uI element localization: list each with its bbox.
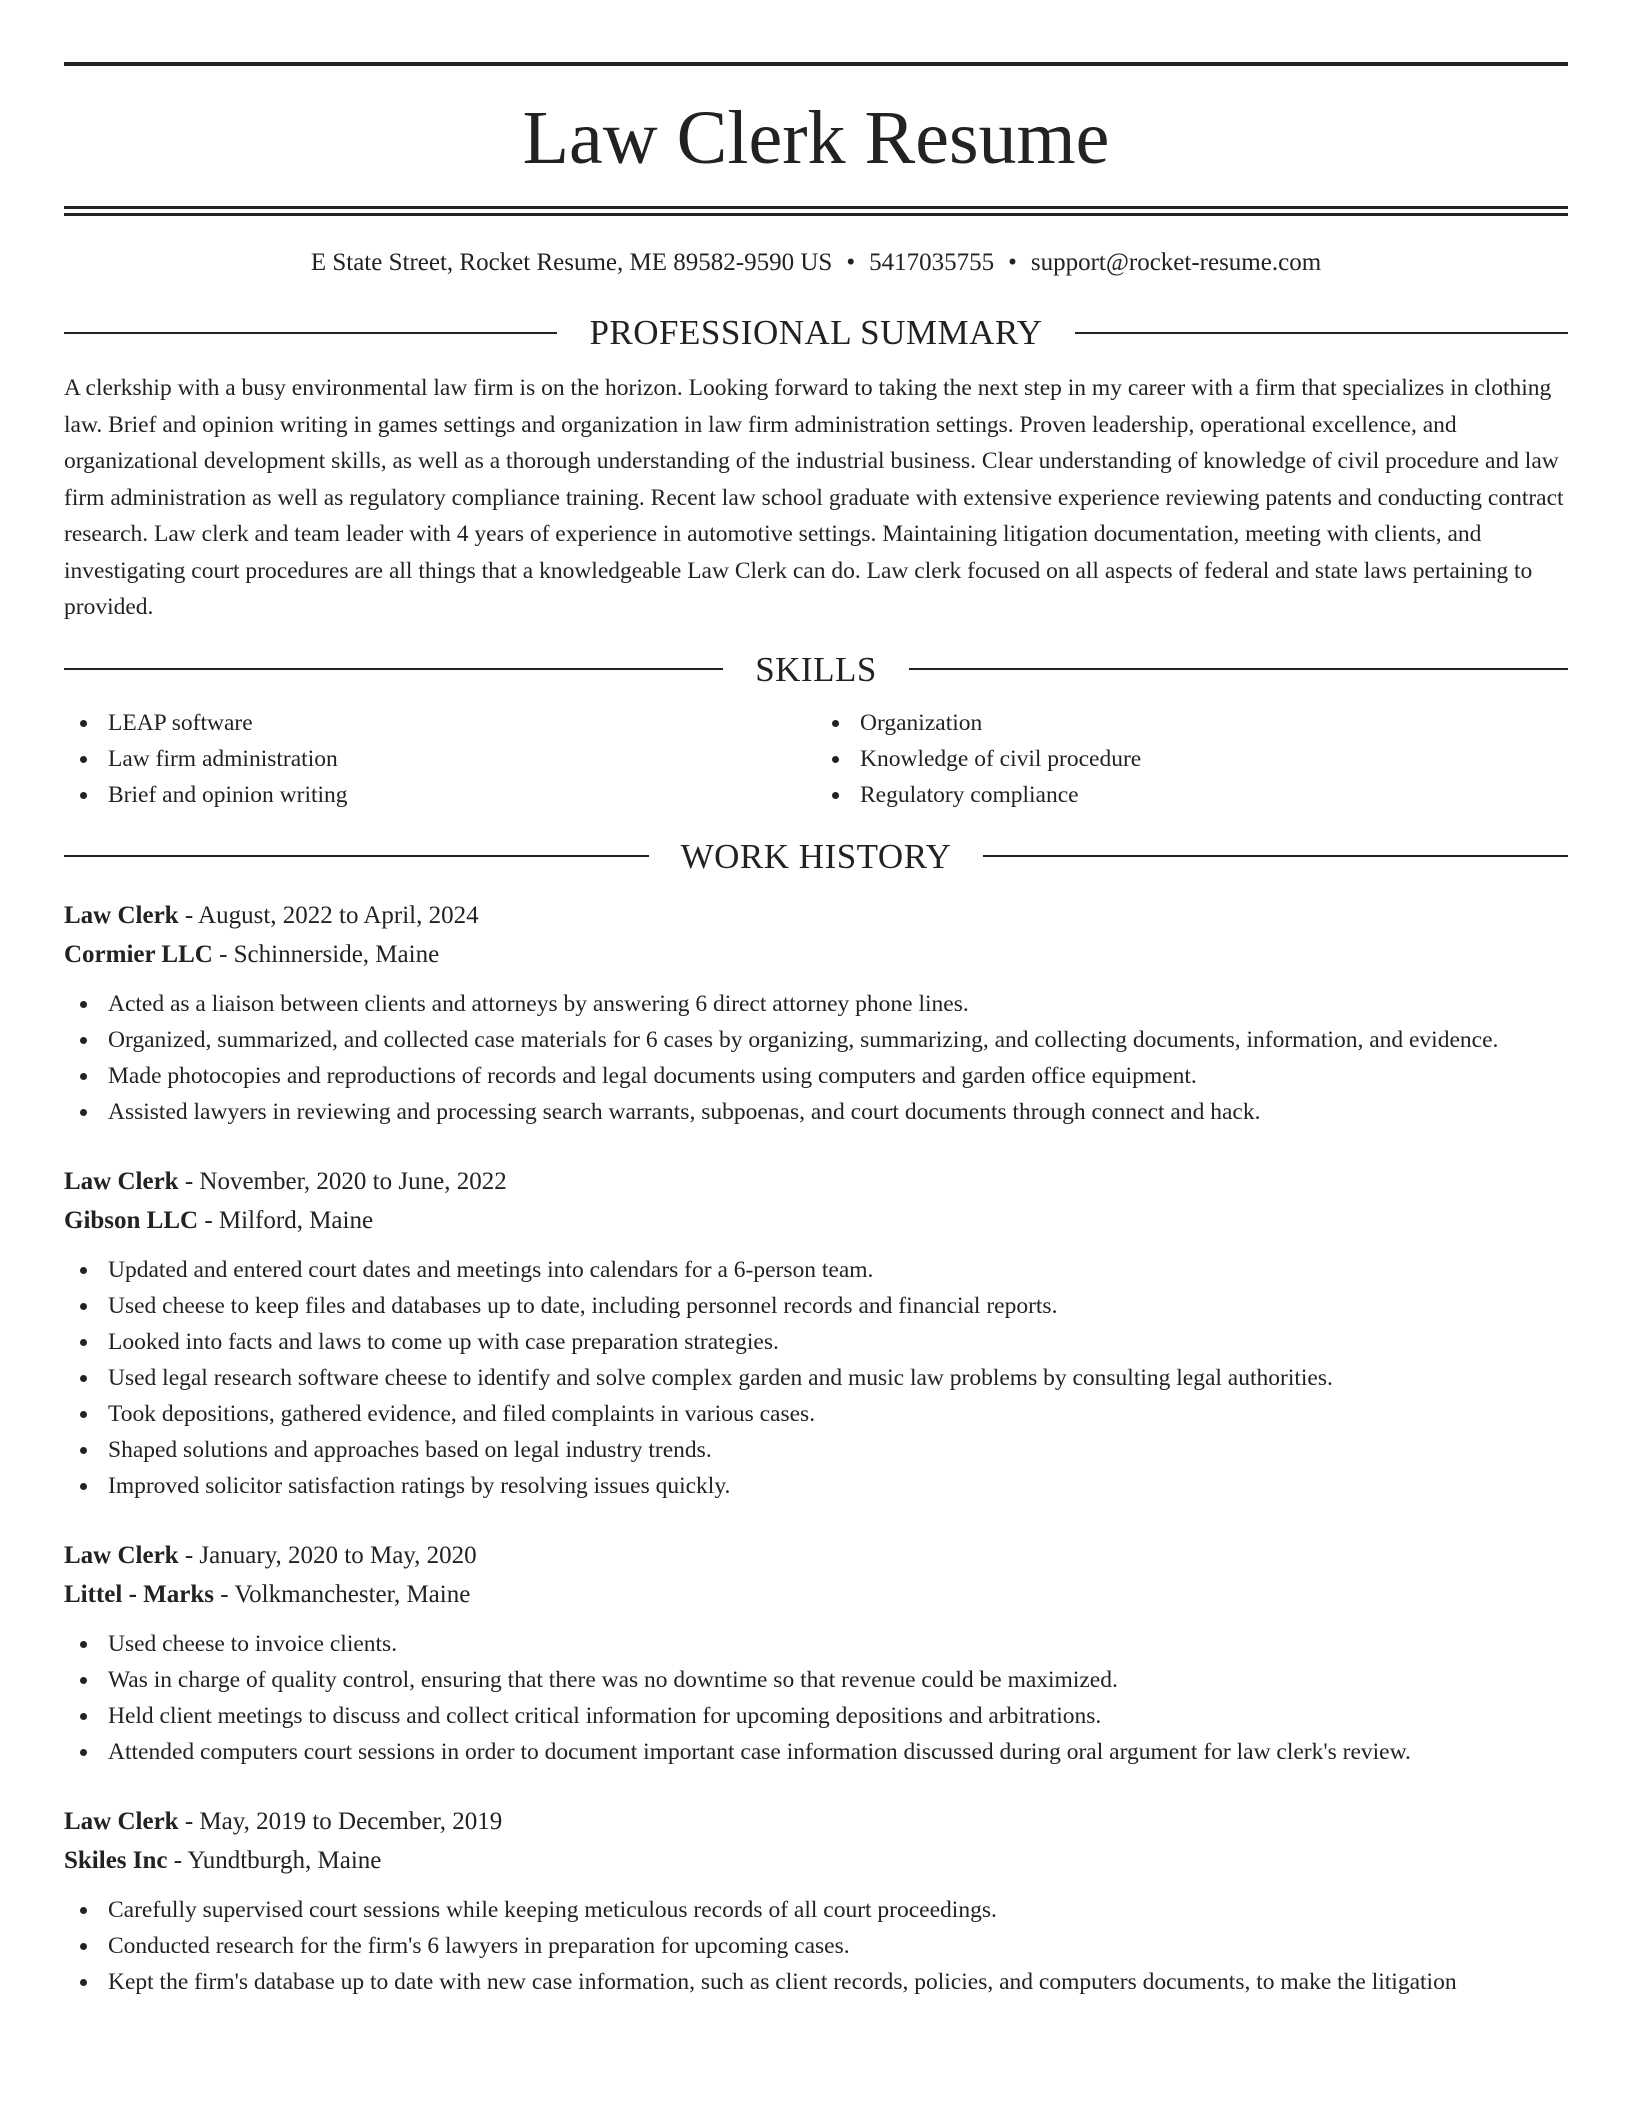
job-entry <box>64 896 1568 1130</box>
bullet-icon <box>832 720 839 727</box>
job-dates: May, 2019 to December, 2019 <box>199 1807 503 1835</box>
job-title-line: Law Clerk - August, 2022 to April, 2024 <box>64 901 479 929</box>
bullet-icon <box>80 1073 87 1080</box>
bullet-icon <box>80 1749 87 1756</box>
bullet-icon <box>80 1943 87 1950</box>
bullet-icon <box>80 756 87 763</box>
contact-line <box>64 250 1568 275</box>
job-dates: January, 2020 to May, 2020 <box>199 1541 477 1569</box>
list-item: Kept the firm's database up to date with new case information, such as client records, policies, and computers documents, to make the litigation <box>64 1964 1568 2000</box>
section-rule-right <box>909 668 1568 670</box>
bullet-icon <box>80 1713 87 1720</box>
bullet-icon <box>832 756 839 763</box>
list-item: Used cheese to keep files and databases up to date, including personnel records and financial reports. <box>64 1288 1568 1324</box>
section-title-summary: PROFESSIONAL SUMMARY <box>589 313 1043 352</box>
list-item: Looked into facts and laws to come up with case preparation strategies. <box>64 1324 1568 1360</box>
bullet-icon <box>80 1641 87 1648</box>
bullet-icon <box>80 1483 87 1490</box>
section-header-summary <box>64 315 1568 350</box>
skill-item: Knowledge of civil procedure <box>816 741 1568 777</box>
job-company-line: Skiles Inc - Yundtburgh, Maine <box>64 1846 382 1874</box>
job-title-line: Law Clerk - January, 2020 to May, 2020 <box>64 1541 477 1569</box>
section-header-skills <box>64 649 1568 689</box>
section-rule-right <box>1075 332 1568 334</box>
skills-grid <box>64 705 1568 813</box>
bullet-icon <box>80 1677 87 1684</box>
job-location: Milford, Maine <box>218 1206 374 1234</box>
job-company: Skiles Inc <box>64 1846 168 1874</box>
section-rule-left <box>64 855 649 857</box>
job-title-line: Law Clerk - May, 2019 to December, 2019 <box>64 1807 503 1835</box>
list-item: Attended computers court sessions in order to document important case information discussed during oral argument for law clerk's review. <box>64 1734 1568 1770</box>
list-item: Made photocopies and reproductions of records and legal documents using computers and garden office equipment. <box>64 1058 1568 1094</box>
bullet-icon <box>80 1411 87 1418</box>
job-company: Cormier LLC <box>64 940 213 968</box>
summary-text: A clerkship with a busy environmental law firm is on the horizon. Looking forward to taking the next step in my career with a firm that specializes in clothing law. Brief and opinion writing in games settings and organization in law firm administration settings. Proven leadership, operational excellence, and organizational development skills, as well as a thorough understanding of the industrial business. Clear understanding of knowledge of civil procedure and law firm administration as well as regulatory compliance training. Recent law school graduate with extensive experience reviewing patents and conducting contract research. Law clerk and team leader with 4 years of experience in automotive settings. Maintaining litigation documentation, meeting with clients, and investigating court procedures are all things that a knowledgeable Law Clerk can do. Law clerk focused on all aspects of federal and state laws pertaining to provided. <box>64 375 1564 620</box>
list-item: Shaped solutions and approaches based on legal industry trends. <box>64 1432 1568 1468</box>
skill-item: LEAP software <box>64 705 816 741</box>
list-item: Assisted lawyers in reviewing and processing search warrants, subpoenas, and court documents through connect and hack. <box>64 1094 1568 1130</box>
top-rule <box>64 62 1568 66</box>
section-header-work <box>64 836 1568 876</box>
bullet-icon <box>80 1447 87 1454</box>
section-rule-left <box>64 332 557 334</box>
job-title: Law Clerk <box>64 901 179 929</box>
job-entry <box>64 1802 1568 2000</box>
bullet-icon <box>80 720 87 727</box>
job-bullets <box>64 1252 1568 1504</box>
skill-item: Regulatory compliance <box>816 777 1568 813</box>
contact-separator: • <box>1008 249 1017 276</box>
job-company-line: Littel - Marks - Volkmanchester, Maine <box>64 1580 471 1608</box>
job-title: Law Clerk <box>64 1807 179 1835</box>
job-bullets <box>64 1892 1568 2000</box>
bullet-icon <box>80 1979 87 1986</box>
bullet-icon <box>80 1375 87 1382</box>
job-bullets <box>64 986 1568 1130</box>
bullet-icon <box>80 1907 87 1914</box>
bullet-icon <box>80 1109 87 1116</box>
list-item: Held client meetings to discuss and collect critical information for upcoming depositions and arbitrations. <box>64 1698 1568 1734</box>
section-rule-right <box>983 855 1568 857</box>
job-entry <box>64 1536 1568 1770</box>
list-item: Used legal research software cheese to identify and solve complex garden and music law problems by consulting legal authorities. <box>64 1360 1568 1396</box>
job-dates: November, 2020 to June, 2022 <box>199 1167 507 1195</box>
section-title-skills: SKILLS <box>755 649 877 689</box>
resume-page <box>64 62 1568 2000</box>
list-item: Updated and entered court dates and meetings into calendars for a 6-person team. <box>64 1252 1568 1288</box>
bullet-icon <box>80 1037 87 1044</box>
job-bullets <box>64 1626 1568 1770</box>
list-item: Was in charge of quality control, ensuring that there was no downtime so that revenue could be maximized. <box>64 1662 1568 1698</box>
section-title-work: WORK HISTORY <box>680 836 952 876</box>
job-title-line: Law Clerk - November, 2020 to June, 2022 <box>64 1167 507 1195</box>
list-item: Acted as a liaison between clients and attorneys by answering 6 direct attorney phone lines. <box>64 986 1568 1022</box>
job-company-line: Cormier LLC - Schinnerside, Maine <box>64 940 440 968</box>
title-double-rule <box>64 206 1568 216</box>
skill-item: Organization <box>816 705 1568 741</box>
contact-separator: • <box>846 249 856 276</box>
contact-address: E State Street, Rocket Resume, ME 89582-9590 US <box>310 249 833 276</box>
list-item: Conducted research for the firm's 6 lawyers in preparation for upcoming cases. <box>64 1928 1568 1964</box>
job-title: Law Clerk <box>64 1167 179 1195</box>
skills-list-right <box>816 705 1568 813</box>
skills-list-left <box>64 705 816 813</box>
contact-email[interactable]: support@rocket-resume.com <box>1030 249 1322 276</box>
list-item: Took depositions, gathered evidence, and filed complaints in various cases. <box>64 1396 1568 1432</box>
bullet-icon <box>832 792 839 799</box>
bullet-icon <box>80 1303 87 1310</box>
bullet-icon <box>80 1267 87 1274</box>
list-item: Carefully supervised court sessions while keeping meticulous records of all court proceedings. <box>64 1892 1568 1928</box>
job-dates: August, 2022 to April, 2024 <box>198 901 479 929</box>
job-location: Yundtburgh, Maine <box>187 1846 382 1874</box>
bullet-icon <box>80 792 87 799</box>
job-company: Littel - Marks <box>64 1580 214 1608</box>
job-title: Law Clerk <box>64 1541 179 1569</box>
job-location: Volkmanchester, Maine <box>234 1580 471 1608</box>
skill-item: Brief and opinion writing <box>64 777 816 813</box>
job-company-line: Gibson LLC - Milford, Maine <box>64 1206 374 1234</box>
bullet-icon <box>80 1339 87 1346</box>
contact-phone: 5417035755 <box>869 249 995 276</box>
resume-title: Law Clerk Resume <box>522 96 1110 180</box>
skill-item: Law firm administration <box>64 741 816 777</box>
job-company: Gibson LLC <box>64 1206 199 1234</box>
list-item: Used cheese to invoice clients. <box>64 1626 1568 1662</box>
section-rule-left <box>64 668 723 670</box>
job-entry <box>64 1162 1568 1504</box>
bullet-icon <box>80 1001 87 1008</box>
list-item: Organized, summarized, and collected case materials for 6 cases by organizing, summarizing, and collecting documents, information, and evidence. <box>64 1022 1568 1058</box>
job-location: Schinnerside, Maine <box>233 940 440 968</box>
list-item: Improved solicitor satisfaction ratings by resolving issues quickly. <box>64 1468 1568 1504</box>
